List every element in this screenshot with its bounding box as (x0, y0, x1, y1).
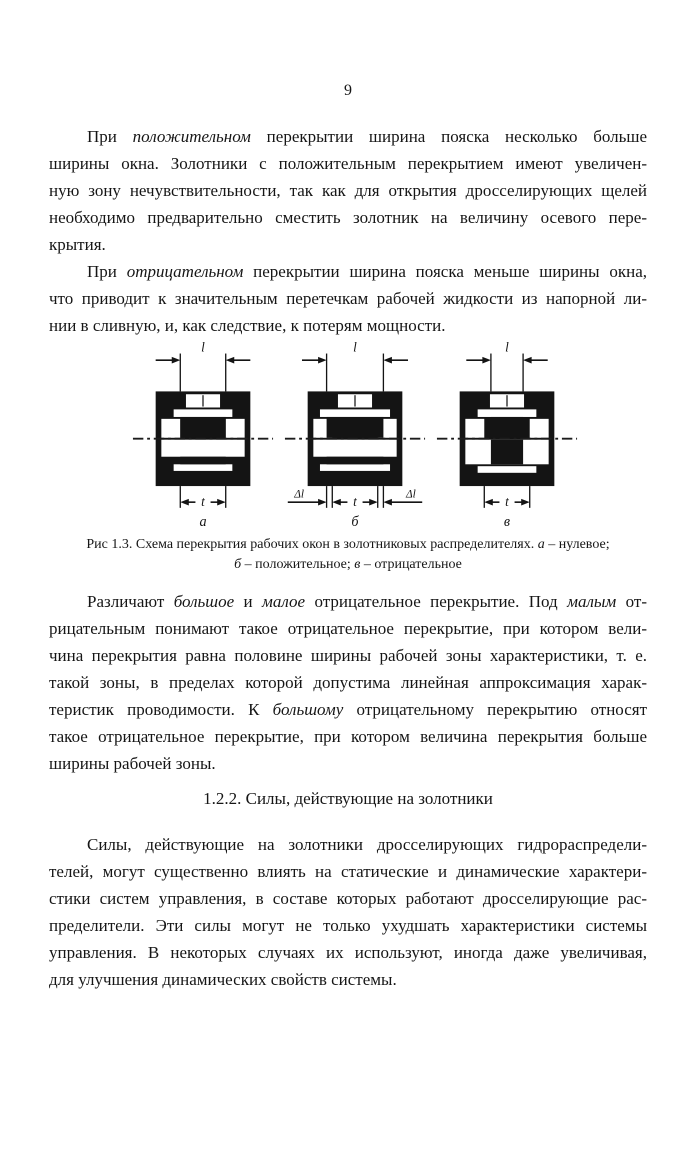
text-line: такое отрицательное перекрытие, при котором величина перекрытия больше (49, 727, 647, 746)
dim-label-t: t (505, 493, 509, 509)
text-line: Рис 1.3. Схема перекрытия рабочих окон в золотниковых распределителях. а – нулевое; (86, 537, 610, 552)
text-line: чина перекрытия равна половине ширины рабочей зоны характеристики, т. е. (49, 646, 647, 665)
diagram-b-positive-overlap (284, 339, 426, 529)
text-line: Силы, действующие на золотники дросселирующих гидрораспредели- (87, 835, 647, 854)
figure-1-3-spool-overlap-schemes (63, 339, 647, 529)
text-line: стики систем управления, в составе которых работают дросселирующие рас- (49, 889, 647, 908)
dim-label-delta-l-left: Δl (294, 488, 305, 501)
paragraph-negative-overlap (49, 258, 647, 339)
figure-caption (49, 535, 647, 575)
text-line: ширины рабочей зоны. (49, 754, 216, 773)
text-line: необходимо предварительно сместить золотник на величину осевого пере- (49, 208, 647, 227)
text-line: рицательным понимают такое отрицательное перекрытие, при котором вели- (49, 619, 647, 638)
paragraph-spool-forces (49, 831, 647, 993)
text-line: ширины окна. Золотники с положительным перекрытием имеют увеличен- (49, 154, 647, 173)
text-line: теристик проводимости. К большому отрицательному перекрытию относят (49, 700, 647, 719)
paragraph-positive-overlap (49, 123, 647, 258)
text-line: При отрицательном перекрытии ширина пояска меньше ширины окна, (87, 262, 647, 281)
text-line: крытия. (49, 235, 106, 254)
dim-label-l: l (505, 339, 509, 355)
diagram-a-zero-overlap (132, 339, 274, 529)
dim-label-delta-l-right: Δl (405, 488, 416, 501)
dim-label-l: l (353, 339, 357, 355)
diagram-label-v: в (503, 513, 511, 529)
text-line: телей, могут существенно влиять на статические и динамические характери- (49, 862, 647, 881)
text-line: управления. В некоторых случаях их используют, иногда даже увеличивая, (49, 943, 647, 962)
dim-label-t: t (353, 493, 357, 509)
text-line: пределители. Эти силы могут не только ухудшать характеристики системы (49, 916, 647, 935)
section-heading: 1.2.2. Силы, действующие на золотники (203, 789, 493, 808)
text-line: нии в сливную, и, как следствие, к потерям мощности. (49, 316, 446, 335)
paragraph-overlap-classification (49, 588, 647, 777)
diagram-label-a: а (199, 513, 207, 529)
text-line: для улучшения динамических свойств системы. (49, 970, 397, 989)
dim-label-t: t (201, 493, 205, 509)
diagram-label-b: б (351, 513, 359, 529)
document-page (0, 81, 691, 1161)
text-line: Различают большое и малое отрицательное перекрытие. Под малым от- (87, 592, 647, 611)
text-line: что приводит к значительным перетечкам рабочей жидкости из напорной ли- (49, 289, 647, 308)
page-number: 9 (344, 82, 352, 99)
text-line: б – положительное; в – отрицательное (234, 557, 462, 572)
dim-label-l: l (201, 339, 205, 355)
diagram-v-negative-overlap (436, 339, 578, 529)
text-line: ную зону нечувствительности, так как для открытия дросселирующих щелей (49, 181, 647, 200)
text-line: такой зоны, в пределах которой допустима линейная аппроксимация харак- (49, 673, 647, 692)
text-line: При положительном перекрытии ширина пояска несколько больше (87, 127, 647, 146)
